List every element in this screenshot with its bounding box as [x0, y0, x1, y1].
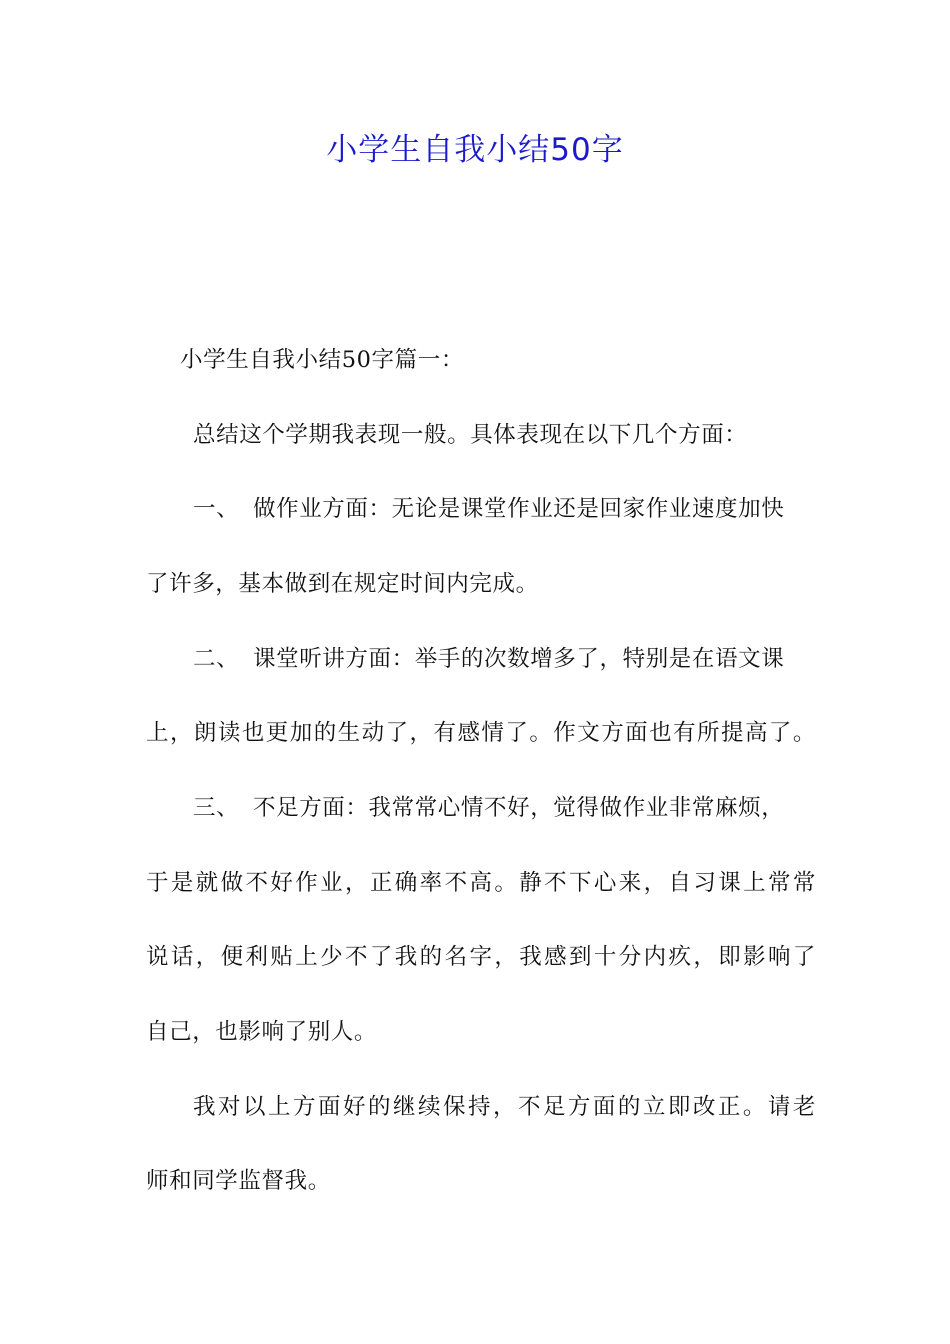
closing-first-line: 我对以上方面好的继续保持，不足方面的立即改正。请老 [193, 1094, 816, 1120]
list-item-3-third-line: 说话，便利贴上少不了我的名字，我感到十分内疚，即影响了 [146, 944, 816, 970]
document-title: 小学生自我小结50字 [326, 132, 624, 168]
list-item-text: 不足方面：我常常心情不好，觉得做作业非常麻烦， [253, 795, 785, 821]
intro-paragraph: 总结这个学期我表现一般。具体表现在以下几个方面： [193, 422, 748, 448]
list-item-number: 三、 [193, 795, 240, 821]
list-item-3-fourth-line: 自己，也影响了别人。 [146, 1019, 378, 1045]
list-item-3-second-line: 于是就做不好作业，正确率不高。静不下心来，自习课上常常 [146, 870, 816, 896]
list-item-2-second-line: 上，朗读也更加的生动了，有感情了。作文方面也有所提高了。 [146, 720, 816, 746]
list-item-1-second-line: 了许多，基本做到在规定时间内完成。 [146, 571, 539, 597]
list-item-3-first-line [193, 792, 816, 824]
list-item-number: 二、 [193, 646, 240, 672]
list-item-number: 一、 [193, 496, 240, 522]
closing-second-line: 师和同学监督我。 [146, 1168, 331, 1194]
list-item-2-first-line [193, 643, 816, 675]
list-item-text: 做作业方面：无论是课堂作业还是回家作业速度加快 [253, 496, 785, 522]
list-item-1-first-line [193, 493, 816, 525]
section-heading: 小学生自我小结50字篇一： [180, 347, 464, 373]
list-item-text: 课堂听讲方面：举手的次数增多了，特别是在语文课 [253, 646, 785, 672]
